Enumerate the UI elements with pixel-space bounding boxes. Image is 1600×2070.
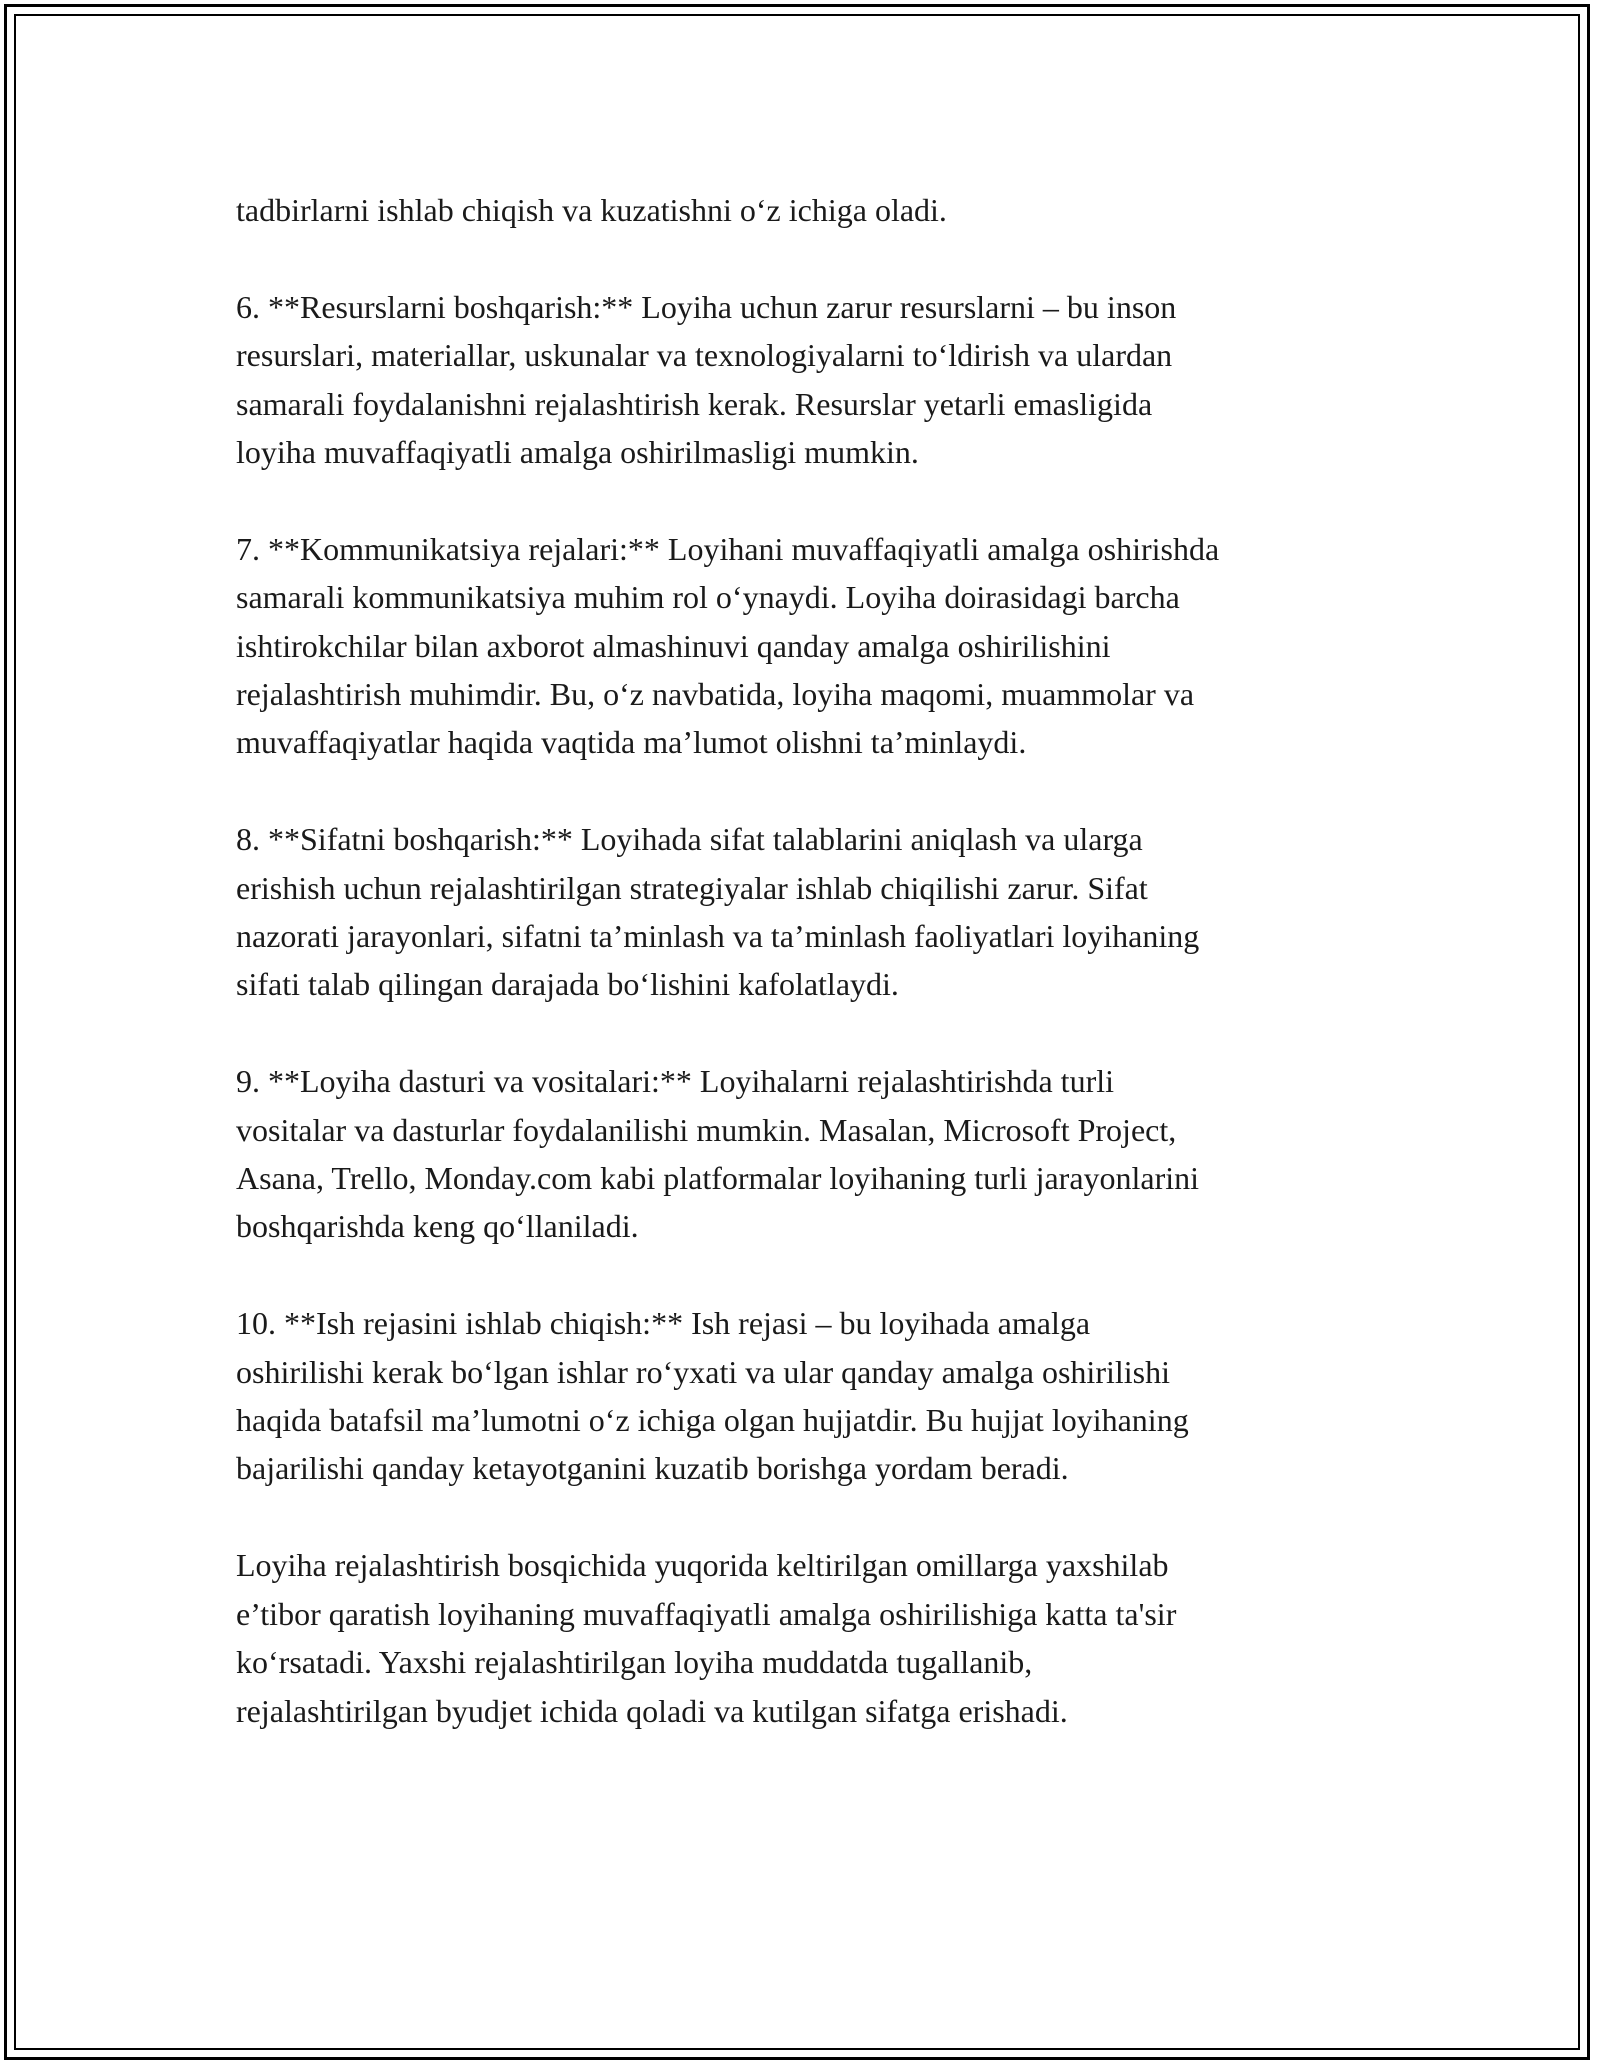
paragraph-conclusion [236,1541,1386,1735]
document-body [236,186,1386,1783]
text-line: 8. **Sifatni boshqarish:** Loyihada sifat talablarini aniqlash va ularga [236,821,1143,858]
paragraph-continuation [236,186,1386,234]
text-line: samarali kommunikatsiya muhim rol o‘ynaydi. Loyiha doirasidagi barcha [236,579,1180,616]
text-line: tadbirlarni ishlab chiqish va kuzatishni o‘z ichiga oladi. [236,192,947,228]
text-line: rejalashtirish muhimdir. Bu, o‘z navbatida, loyiha maqomi, muammolar va [236,676,1195,713]
text-line: rejalashtirilgan byudjet ichida qoladi va kutilgan sifatga erishadi. [236,1692,1068,1729]
text-line: haqida batafsil ma’lumotni o‘z ichiga olgan hujjatdir. Bu hujjat loyihaning [236,1402,1189,1439]
text-line: 9. **Loyiha dasturi va vositalari:** Loyihalarni rejalashtirishda turli [236,1063,1114,1100]
text-line: muvaffaqiyatlar haqida vaqtida ma’lumot olishni ta’minlaydi. [236,724,1027,761]
text-line: 6. **Resurslarni boshqarish:** Loyiha uchun zarur resurslarni – bu inson [236,288,1177,325]
text-line: vositalar va dasturlar foydalanilishi mumkin. Masalan, Microsoft Project, [236,1111,1177,1148]
text-line: Asana, Trello, Monday.com kabi platformalar loyihaning turli jarayonlarini [236,1160,1200,1197]
text-line: oshirilishi kerak bo‘lgan ishlar ro‘yxati va ular qanday amalga oshirilishi [236,1353,1170,1390]
text-line: loyiha muvaffaqiyatli amalga oshirilmasligi mumkin. [236,434,919,471]
paragraph-item-7-communication [236,525,1386,767]
paragraph-item-9-software [236,1057,1386,1251]
text-line: erishish uchun rejalashtirilgan strategiyalar ishlab chiqilishi zarur. Sifat [236,869,1148,906]
text-line: e’tibor qaratish loyihaning muvaffaqiyatli amalga oshirilishiga katta ta'sir [236,1595,1177,1632]
paragraph-item-6-resources [236,283,1386,477]
paragraph-item-8-quality [236,815,1386,1009]
text-line: sifati talab qilingan darajada bo‘lishini kafolatlaydi. [236,966,899,1003]
text-line: ko‘rsatadi. Yaxshi rejalashtirilgan loyiha muddatda tugallanib, [236,1644,1033,1681]
text-line: ishtirokchilar bilan axborot almashinuvi qanday amalga oshirilishini [236,627,1111,664]
text-line: boshqarishda keng qo‘llaniladi. [236,1208,639,1245]
text-line: samarali foydalanishni rejalashtirish kerak. Resurslar yetarli emasligida [236,385,1153,422]
paragraph-item-10-work-plan [236,1299,1386,1493]
text-line: 7. **Kommunikatsiya rejalari:** Loyihani muvaffaqiyatli amalga oshirishda [236,530,1220,567]
text-line: resurslari, materiallar, uskunalar va texnologiyalarni to‘ldirish va ulardan [236,337,1173,374]
text-line: bajarilishi qanday ketayotganini kuzatib borishga yordam beradi. [236,1450,1069,1487]
text-line: 10. **Ish rejasini ishlab chiqish:** Ish rejasi – bu loyihada amalga [236,1305,1091,1342]
text-line: nazorati jarayonlari, sifatni ta’minlash va ta’minlash faoliyatlari loyihaning [236,918,1200,955]
text-line: Loyiha rejalashtirish bosqichida yuqorida keltirilgan omillarga yaxshilab [236,1547,1169,1584]
